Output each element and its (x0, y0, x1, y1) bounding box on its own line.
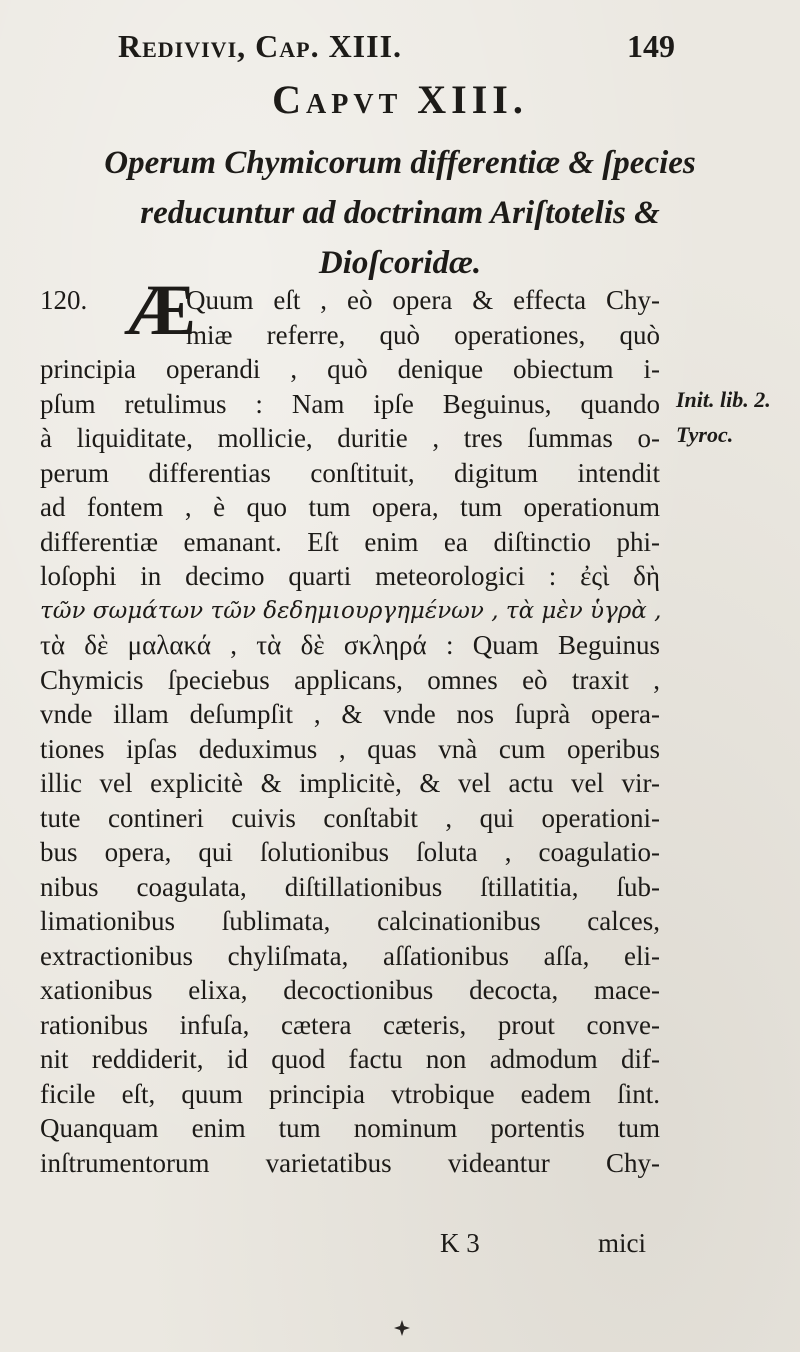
text-line: Quum eſt , eò opera & effecta Chy- (186, 285, 660, 315)
chapter-heading (60, 138, 740, 288)
paragraph-opening (40, 270, 660, 352)
printers-ornament-icon (392, 1318, 412, 1338)
text-line: rationibus infuſa, cætera cæteris, prout conve- (40, 1009, 660, 1040)
paragraph-120 (40, 270, 662, 1249)
text-line: principia operandi , quò denique obiectum i- (40, 354, 660, 384)
catchline (0, 1228, 800, 1268)
text-line: tiones ipſas deduximus , quas vnà cum operibus (40, 733, 660, 764)
marginal-note-2: Tyroc. (676, 422, 734, 447)
text-line: ad fontem , è quo tum opera, tum operationum (40, 492, 660, 522)
text-line: ficile eſt, quum principia vtrobique eadem ſint. (40, 1078, 660, 1109)
text-line: Quanquam enim tum nominum portentis tum (40, 1113, 660, 1143)
text-line: bus opera, qui ſolutionibus ſoluta , coagulatio- (40, 837, 660, 867)
chapter-title: Capvt XIII. (272, 77, 528, 122)
signature-mark: K 3 (440, 1228, 480, 1258)
catchword: mici (598, 1228, 646, 1258)
drop-initial: Æ (124, 270, 196, 350)
text-line: τὰ δὲ μαλακά , τὰ δὲ σκληρά : Quam Beguinus (40, 630, 660, 660)
text-line: nit reddiderit, id quod factu non admodum dif- (40, 1044, 660, 1074)
running-title: Redivivi, Cap. XIII. (118, 28, 403, 64)
heading-line-2: reducuntur ad doctrinam Ariſtotelis & (140, 195, 660, 231)
text-line: nibus coagulata, diſtillationibus ſtillatitia, ſub- (40, 871, 660, 902)
marginal-note-1: Init. lib. 2. (676, 387, 771, 412)
text-line: xationibus elixa, decoctionibus decocta, mace- (40, 975, 660, 1005)
text-line: extractionibus chyliſmata, aſſationibus aſſa, eli- (40, 940, 660, 971)
heading-line-1: Operum Chymicorum differentiæ & ſpecies (104, 145, 696, 181)
paragraph-number: 120. (40, 285, 88, 315)
text-line: Chymicis ſpeciebus applicans, omnes eò traxit , (40, 664, 660, 695)
page-number: 149 (627, 28, 675, 64)
text-line: pſum retulimus : Nam ipſe Beguinus, quando (40, 388, 660, 419)
heading-line-3: Dioſcoridæ. (318, 245, 482, 281)
text-line: perum differentias conſtituit, digitum intendit (40, 457, 660, 488)
text-line: differentiæ emanant. Eſt enim ea diſtinctio phi- (40, 526, 660, 557)
text-line: loſophi in decimo quarti meteorologici : ἐςὶ δὴ (40, 561, 660, 591)
text-line: inſtrumentorum varietatibus videantur Chy- (40, 1147, 660, 1178)
text-line: vnde illam deſumpſit , & vnde nos ſuprà opera- (40, 699, 660, 729)
greek-text-line: τῶν σωμάτων τῶν δεδημιουργημένων , τὰ μὲν ὑγρὰ , (40, 597, 662, 624)
text-line: à liquiditate, mollicie, duritie , tres ſummas o- (40, 423, 660, 453)
running-head (0, 28, 800, 68)
text-line: tute contineri cuivis conſtabit , qui operationi- (40, 802, 660, 833)
text-line (40, 1180, 660, 1215)
text-line: miæ referre, quò operationes, quò (186, 319, 660, 350)
text-line: limationibus ſublimata, calcinationibus calces, (40, 906, 660, 936)
text-line: illic vel explicitè & implicitè, & vel actu vel vir- (40, 768, 660, 798)
